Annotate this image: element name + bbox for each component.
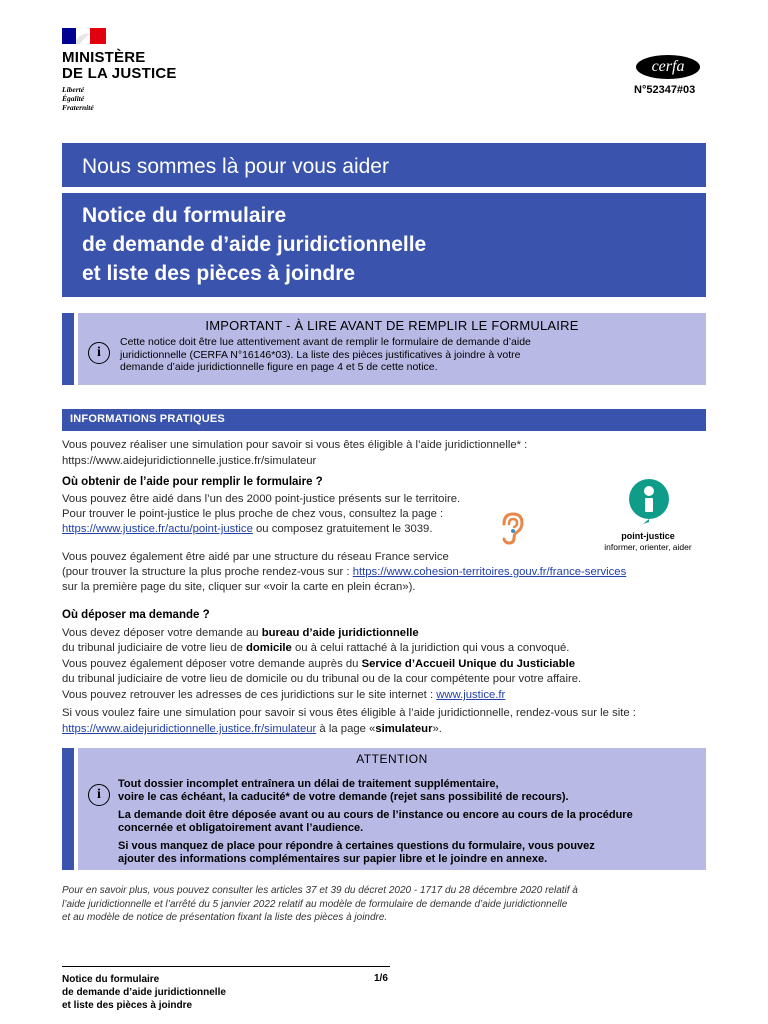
footnote-line1: Pour en savoir plus, vous pouvez consulter les articles 37 et 39 du décret 2020 - 1717 du 28 décembre 2020 relatif à xyxy=(62,885,578,896)
cerfa-logo: cerfa xyxy=(636,55,700,79)
footer-title-line2: de demande d’aide juridictionnelle xyxy=(62,987,226,998)
deposit-line3 xyxy=(62,657,575,672)
attention-title: ATTENTION xyxy=(356,752,428,766)
simulation-line1: Vous pouvez réaliser une simulation pour savoir si vous êtes éligible à l’aide juridictionnelle* : xyxy=(62,439,528,451)
info-icon: i xyxy=(88,342,110,364)
deposit-line4: du tribunal judiciaire de votre lieu de domicile ou du tribunal ou de la cour compétente pour votre affaire. xyxy=(62,673,582,685)
subtitle-banner: Nous sommes là pour vous aider xyxy=(62,143,706,187)
republic-motto xyxy=(62,85,94,112)
motto-fraternite: Fraternité xyxy=(62,103,94,112)
help-line2: Pour trouver le point-justice le plus proche de chez vous, consultez la page : xyxy=(62,508,444,520)
deposit-l2-pre: du tribunal judiciaire de votre lieu de xyxy=(62,642,246,654)
help-line5 xyxy=(62,565,626,580)
deposit-l7-mid: à la page « xyxy=(316,723,376,735)
deposit-l2-bold: domicile xyxy=(246,642,292,654)
footer-title xyxy=(62,973,226,1012)
attention-p2-l2: concernée et obligatoirement avant l’audience. xyxy=(118,822,364,834)
footer-title-line1: Notice du formulaire xyxy=(62,974,160,985)
simulation-url: https://www.aidejuridictionnelle.justice.fr/simulateur xyxy=(62,455,317,467)
deposit-line1 xyxy=(62,626,419,641)
footer-title-line3: et liste des pièces à joindre xyxy=(62,1000,193,1011)
ministry-line2: DE LA JUSTICE xyxy=(62,65,177,82)
deposit-l2-post: ou à celui rattaché à la juridiction qui vous a convoqué. xyxy=(291,642,570,654)
title-line3: et liste des pièces à joindre xyxy=(82,262,356,285)
info-icon: i xyxy=(88,784,110,806)
important-accent-bar xyxy=(62,313,74,385)
important-title: IMPORTANT - À LIRE AVANT DE REMPLIR LE FORMULAIRE xyxy=(205,318,579,333)
deposit-l7-bold: simulateur xyxy=(375,723,433,735)
simulateur-link[interactable]: https://www.aidejuridictionnelle.justice.fr/simulateur xyxy=(62,723,317,735)
title-line1: Notice du formulaire xyxy=(82,204,287,227)
help-line4: Vous pouvez également être aidé par une structure du réseau France service xyxy=(62,551,449,563)
attention-paragraph1 xyxy=(118,778,698,804)
france-services-link[interactable]: https://www.cohesion-territoires.gouv.fr/france-services xyxy=(352,566,627,578)
title-banner xyxy=(62,193,706,297)
attention-p3-l1: Si vous manquez de place pour répondre à certaines questions du formulaire, vous pouvez xyxy=(118,840,595,852)
hearing-ear-icon xyxy=(498,510,526,546)
cerfa-number: N°52347#03 xyxy=(634,84,696,96)
help-line5-pre: (pour trouver la structure la plus proche rendez-vous sur : xyxy=(62,566,353,578)
attention-p2-l1: La demande doit être déposée avant ou au cours de l’instance ou encore au cours de la procédure xyxy=(118,809,633,821)
deposit-line2 xyxy=(62,641,569,656)
help-line6: sur la première page du site, cliquer sur «voir la carte en plein écran»). xyxy=(62,581,416,593)
deposit-l3-pre: Vous pouvez également déposer votre demande auprès du xyxy=(62,658,362,670)
attention-paragraph3 xyxy=(118,840,698,866)
page-number: 1/6 xyxy=(374,973,388,984)
important-line1: Cette notice doit être lue attentivement avant de remplir le formulaire de demande d’aide xyxy=(120,336,531,348)
ministry-line1: MINISTÈRE xyxy=(62,49,146,66)
point-justice-tagline: informer, orienter, aider xyxy=(604,542,692,552)
deposit-l1-bold: bureau d’aide juridictionnelle xyxy=(261,627,419,639)
attention-p1-l2: voire le cas échéant, la caducité* de votre demande (rejet sans possibilité de recours). xyxy=(118,791,569,803)
title-line2: de demande d’aide juridictionnelle xyxy=(82,233,427,256)
deposit-l1-pre: Vous devez déposer votre demande au xyxy=(62,627,262,639)
important-line2: juridictionnelle (CERFA N°16146*03). La liste des pièces justificatives à joindre à votre xyxy=(120,348,521,361)
deposit-l5-pre: Vous pouvez retrouver les adresses de ces juridictions sur le site internet : xyxy=(62,689,437,701)
footnote-line3: et au modèle de notice de présentation fixant la liste des pièces à joindre. xyxy=(62,912,388,923)
footnote-line2: l’aide juridictionnelle et l’arrêté du 5 janvier 2022 relatif au modèle de formulaire de demande d’aide juridictionnelle xyxy=(62,898,568,910)
legal-footnote xyxy=(62,884,712,925)
help-line3-rest: ou composez gratuitement le 3039. xyxy=(252,523,433,535)
point-justice-link[interactable]: https://www.justice.fr/actu/point-justice xyxy=(62,523,253,535)
help-line3 xyxy=(62,522,432,537)
deposit-line7 xyxy=(62,722,442,737)
republic-flag-logo xyxy=(62,28,106,44)
attention-p3-l2: ajouter des informations complémentaires sur papier libre et le joindre en annexe. xyxy=(118,853,548,865)
help-heading: Où obtenir de l’aide pour remplir le formulaire ? xyxy=(62,476,323,488)
justice-fr-link[interactable]: www.justice.fr xyxy=(436,689,506,701)
help-line1: Vous pouvez être aidé dans l’un des 2000 point-justice présents sur le territoire. xyxy=(62,493,461,505)
attention-accent-bar xyxy=(62,748,74,870)
deposit-l7-end: ». xyxy=(432,723,442,735)
attention-p1-l1: Tout dossier incomplet entraînera un délai de traitement supplémentaire, xyxy=(118,778,499,790)
footer-divider xyxy=(62,966,390,967)
deposit-line6: Si vous voulez faire une simulation pour savoir si vous êtes éligible à l’aide juridictionnelle, rendez-vous sur le site : xyxy=(62,707,636,719)
motto-egalite: Égalité xyxy=(62,94,85,103)
point-justice-logo xyxy=(628,478,670,524)
attention-paragraph2 xyxy=(118,809,698,835)
deposit-heading: Où déposer ma demande ? xyxy=(62,609,210,621)
important-text xyxy=(120,336,690,374)
section-header-informations: INFORMATIONS PRATIQUES xyxy=(62,409,706,431)
ministry-name xyxy=(62,50,177,82)
deposit-l3-bold: Service d’Accueil Unique du Justiciable xyxy=(361,658,576,670)
deposit-line5 xyxy=(62,688,505,703)
point-justice-name: point-justice xyxy=(621,531,675,541)
motto-liberte: Liberté xyxy=(62,85,85,94)
important-line3: demande d’aide juridictionnelle figure en page 4 et 5 de cette notice. xyxy=(120,361,438,373)
